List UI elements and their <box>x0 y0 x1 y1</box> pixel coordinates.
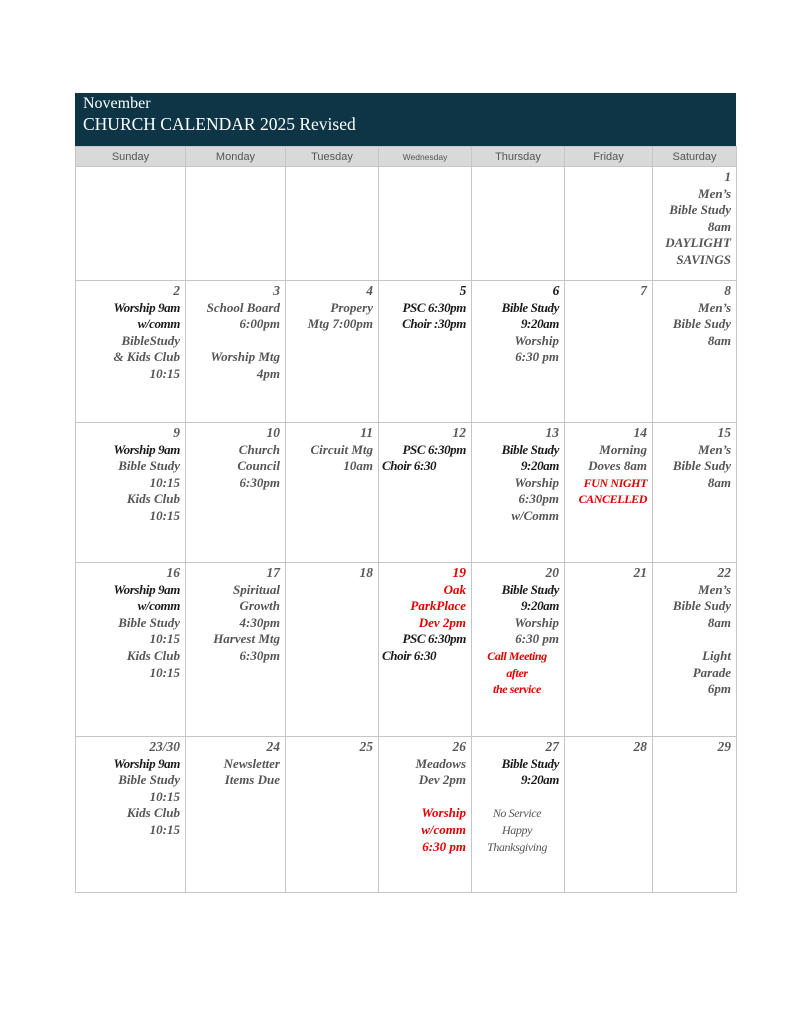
weekday-sunday: Sunday <box>76 147 186 167</box>
event-text: Bible Study <box>118 614 180 630</box>
event-alert-text: Oak <box>443 581 466 597</box>
event-alert-text: w/comm <box>421 821 466 837</box>
event-text: 10:15 <box>149 631 180 647</box>
event-text: DAYLIGHT <box>665 235 731 251</box>
event-text: Dev 2pm <box>418 772 466 788</box>
calendar-title: CHURCH CALENDAR 2025 Revised <box>83 114 356 134</box>
event-text: Worship 9am <box>113 441 180 457</box>
day-cell-19 <box>379 563 472 737</box>
day-cell-empty <box>565 167 653 281</box>
day-number: 3 <box>273 283 280 298</box>
event-text: Bible Study <box>501 581 559 597</box>
day-number: 4 <box>366 283 373 298</box>
event-text: 9:20am <box>520 316 559 332</box>
spacer <box>189 333 280 350</box>
event-alert-text: ParkPlace <box>410 598 466 614</box>
event-text: 8am <box>707 218 731 234</box>
event-text: School Board <box>206 299 280 315</box>
event-text: PSC 6:30pm <box>402 299 466 315</box>
event-text: Meadows <box>415 755 466 771</box>
spacer <box>656 631 731 648</box>
day-number: 14 <box>633 425 647 440</box>
event-text: Propery <box>330 299 373 315</box>
event-text: Thanksgiving <box>487 839 547 854</box>
day-number: 2 <box>173 283 180 298</box>
church-calendar <box>75 93 736 893</box>
event-text: Doves 8am <box>588 458 647 474</box>
event-text: 10:15 <box>149 788 180 804</box>
day-cell-24 <box>186 737 286 893</box>
day-cell-12 <box>379 423 472 563</box>
event-text: Choir :30pm <box>402 316 466 332</box>
day-cell-empty <box>286 167 379 281</box>
event-text: 8am <box>707 332 731 348</box>
event-alert-text: CANCELLED <box>578 492 647 507</box>
event-text: Bible Study <box>669 202 731 218</box>
day-number: 23/30 <box>149 739 180 754</box>
day-number: 19 <box>452 565 466 580</box>
day-number: 17 <box>266 565 280 580</box>
day-cell-1 <box>653 167 737 281</box>
event-text: Bible Study <box>501 441 559 457</box>
event-text: Kids Club <box>126 491 180 507</box>
day-number: 13 <box>545 425 559 440</box>
event-text: 9:20am <box>520 458 559 474</box>
event-text: 8am <box>707 474 731 490</box>
day-cell-empty <box>379 167 472 281</box>
day-number: 25 <box>359 739 373 754</box>
day-number: 26 <box>452 739 466 754</box>
week-row-3 <box>76 423 737 563</box>
event-text: Worship 9am <box>113 299 180 315</box>
event-text: 6:30pm <box>518 491 559 507</box>
event-text: 9:20am <box>520 598 559 614</box>
calendar-grid <box>75 146 737 893</box>
event-text: Worship <box>514 614 559 630</box>
event-text: Choir 6:30 <box>382 458 437 474</box>
event-text: Kids Club <box>126 647 180 663</box>
day-cell-2 <box>76 281 186 423</box>
day-cell-7 <box>565 281 653 423</box>
event-text: Choir 6:30 <box>382 647 437 663</box>
day-number: 20 <box>545 565 559 580</box>
event-text: Harvest Mtg <box>213 631 280 647</box>
day-cell-13 <box>472 423 565 563</box>
day-number: 28 <box>633 739 647 754</box>
day-number: 22 <box>717 565 731 580</box>
day-number: 12 <box>452 425 466 440</box>
day-number: 1 <box>724 169 731 184</box>
day-number: 18 <box>359 565 373 580</box>
event-text: Worship <box>514 332 559 348</box>
spacer <box>382 789 466 806</box>
weekday-saturday: Saturday <box>653 147 737 167</box>
event-text: Worship 9am <box>113 581 180 597</box>
event-text: No Service <box>492 806 542 821</box>
event-text: Parade <box>692 664 731 680</box>
day-cell-20 <box>472 563 565 737</box>
event-text: Men’s <box>698 185 731 201</box>
weekday-wednesday: Wednesday <box>379 147 472 167</box>
event-text: Men’s <box>698 581 731 597</box>
day-number: 8 <box>724 283 731 298</box>
day-cell-5 <box>379 281 472 423</box>
event-alert-text: Call Meeting <box>487 648 547 663</box>
event-text: 6pm <box>707 681 731 697</box>
event-alert-text: the service <box>493 682 541 697</box>
event-text: Council <box>237 458 280 474</box>
day-cell-10 <box>186 423 286 563</box>
event-text: PSC 6:30pm <box>402 441 466 457</box>
event-text: & Kids Club <box>113 349 180 365</box>
event-text: 6:30pm <box>239 474 280 490</box>
event-text: Spiritual <box>233 581 280 597</box>
day-cell-17 <box>186 563 286 737</box>
event-text: Bible Sudy <box>672 458 731 474</box>
event-text: 4:30pm <box>239 614 280 630</box>
day-cell-11 <box>286 423 379 563</box>
event-text: Items Due <box>224 772 280 788</box>
event-text: Morning <box>599 441 647 457</box>
event-text: PSC 6:30pm <box>402 631 466 647</box>
event-alert-text: FUN NIGHT <box>583 475 647 490</box>
day-number: 7 <box>640 283 647 298</box>
day-cell-25 <box>286 737 379 893</box>
event-text: Growth <box>239 598 280 614</box>
weekday-friday: Friday <box>565 147 653 167</box>
event-text: Newsletter <box>223 755 280 771</box>
day-cell-29 <box>653 737 737 893</box>
day-cell-3 <box>186 281 286 423</box>
weekday-monday: Monday <box>186 147 286 167</box>
event-text: w/comm <box>137 316 180 332</box>
day-number: 21 <box>633 565 647 580</box>
event-alert-text: after <box>506 665 528 680</box>
day-cell-14 <box>565 423 653 563</box>
event-text: 6:30 pm <box>515 631 559 647</box>
event-text: w/Comm <box>511 507 559 523</box>
event-text: 4pm <box>256 365 280 381</box>
day-number: 15 <box>717 425 731 440</box>
event-text: Bible Study <box>118 458 180 474</box>
day-number: 29 <box>717 739 731 754</box>
event-text: 6:30 pm <box>515 349 559 365</box>
day-cell-8 <box>653 281 737 423</box>
event-text: 6:30pm <box>239 647 280 663</box>
week-row-2 <box>76 281 737 423</box>
day-cell-27 <box>472 737 565 893</box>
event-text: 8am <box>707 614 731 630</box>
day-cell-22 <box>653 563 737 737</box>
day-number: 24 <box>266 739 280 754</box>
event-alert-text: Dev 2pm <box>418 614 466 630</box>
spacer <box>475 789 559 806</box>
event-text: w/comm <box>137 598 180 614</box>
event-text: 10:15 <box>149 365 180 381</box>
day-cell-23-30 <box>76 737 186 893</box>
event-text: 10am <box>343 458 373 474</box>
weekday-thursday: Thursday <box>472 147 565 167</box>
week-row-5 <box>76 737 737 893</box>
day-cell-6 <box>472 281 565 423</box>
event-text: Worship 9am <box>113 755 180 771</box>
event-text: Worship <box>514 474 559 490</box>
event-text: Happy <box>502 822 532 837</box>
day-cell-9 <box>76 423 186 563</box>
event-text: 10:15 <box>149 821 180 837</box>
day-number: 10 <box>266 425 280 440</box>
event-text: Worship Mtg <box>210 349 280 365</box>
event-text: 6:00pm <box>239 316 280 332</box>
week-row-4 <box>76 563 737 737</box>
weekday-header-row <box>76 147 737 167</box>
event-text: Kids Club <box>126 805 180 821</box>
event-text: Church <box>238 441 280 457</box>
day-number: 6 <box>552 283 559 298</box>
day-cell-4 <box>286 281 379 423</box>
day-number: 11 <box>360 425 373 440</box>
event-alert-text: 6:30 pm <box>422 838 466 854</box>
event-text: 9:20am <box>520 772 559 788</box>
event-text: 10:15 <box>149 507 180 523</box>
day-cell-26 <box>379 737 472 893</box>
event-text: BibleStudy <box>121 332 180 348</box>
day-cell-empty <box>76 167 186 281</box>
day-number: 27 <box>545 739 559 754</box>
day-cell-28 <box>565 737 653 893</box>
event-text: Bible Study <box>501 299 559 315</box>
event-text: Light <box>702 647 731 663</box>
event-text: Circuit Mtg <box>310 441 373 457</box>
day-number: 16 <box>166 565 180 580</box>
event-text: Bible Study <box>501 755 559 771</box>
event-text: SAVINGS <box>676 251 731 267</box>
week-row-1 <box>76 167 737 281</box>
event-text: Mtg 7:00pm <box>307 316 373 332</box>
event-text: 10:15 <box>149 664 180 680</box>
event-text: 10:15 <box>149 474 180 490</box>
day-cell-empty <box>472 167 565 281</box>
day-cell-18 <box>286 563 379 737</box>
event-text: Bible Sudy <box>672 598 731 614</box>
event-text: Bible Sudy <box>672 316 731 332</box>
event-text: Men’s <box>698 441 731 457</box>
day-number: 5 <box>459 283 466 298</box>
month-label: November <box>83 95 151 112</box>
day-cell-15 <box>653 423 737 563</box>
event-text: Men’s <box>698 299 731 315</box>
calendar-title-bar <box>75 93 736 146</box>
day-cell-21 <box>565 563 653 737</box>
weekday-tuesday: Tuesday <box>286 147 379 167</box>
day-cell-16 <box>76 563 186 737</box>
event-text: Bible Study <box>118 772 180 788</box>
day-number: 9 <box>173 425 180 440</box>
day-cell-empty <box>186 167 286 281</box>
event-alert-text: Worship <box>421 805 466 821</box>
